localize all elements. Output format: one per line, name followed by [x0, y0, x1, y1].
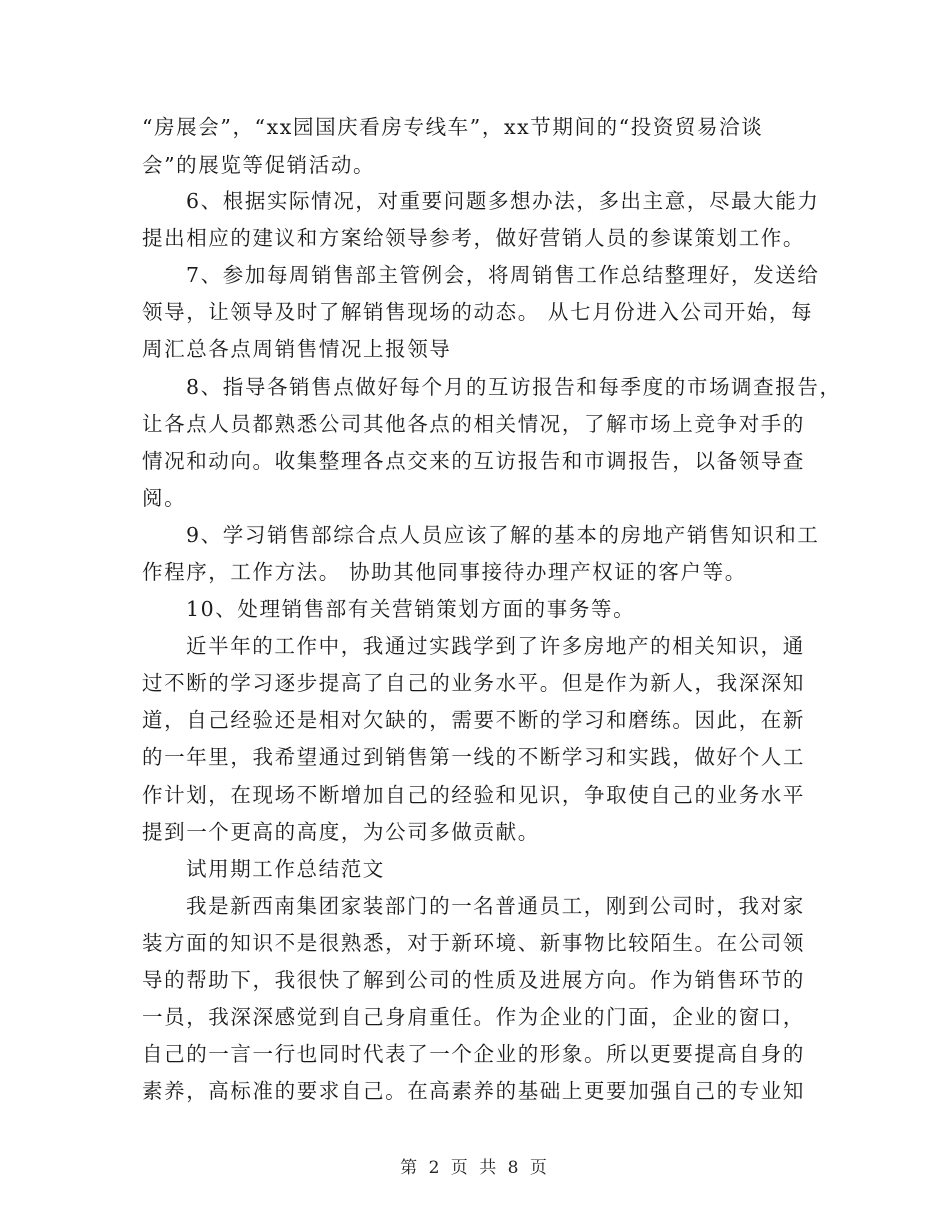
body-line: 装方面的知识不是很熟悉，对于新环境、新事物比较陌生。在公司领 [142, 931, 805, 955]
body-line: 道，自己经验还是相对欠缺的，需要不断的学习和磨练。因此，在新 [142, 708, 805, 732]
body-line: 10、处理销售部有关营销策划方面的事务等。 [186, 597, 636, 621]
body-line: 9、学习销售部综合点人员应该了解的基本的房地产销售知识和工 [186, 523, 820, 547]
body-line: 提到一个更高的高度，为公司多做贡献。 [142, 820, 540, 844]
body-line: 的一年里，我希望通过到销售第一线的不断学习和实践，做好个人工 [142, 745, 805, 769]
body-line: 自己的一言一行也同时代表了一个企业的形象。所以更要提高自身的 [142, 1042, 805, 1066]
body-line: 作程序，工作方法。 协助其他同事接待办理产权证的客户等。 [142, 560, 747, 584]
body-line: 提出相应的建议和方案给领导参考，做好营销人员的参谋策划工作。 [142, 226, 805, 250]
body-line: 情况和动向。收集整理各点交来的互访报告和市调报告，以备领导查 [142, 449, 805, 473]
body-line: 8、指导各销售点做好每个月的互访报告和每季度的市场调查报告， [186, 375, 842, 399]
body-line: 7、参加每周销售部主管例会，将周销售工作总结整理好，发送给 [186, 263, 820, 287]
body-line: 让各点人员都熟悉公司其他各点的相关情况，了解市场上竞争对手的 [142, 412, 805, 436]
body-line: 素养，高标准的要求自己。在高素养的基础上更要加强自己的专业知 [142, 1079, 805, 1103]
body-line: “房展会”，“xx园国庆看房专线车”，xx节期间的“投资贸易洽谈 [142, 115, 764, 139]
body-line: 过不断的学习逐步提高了自己的业务水平。但是作为新人，我深深知 [142, 671, 805, 695]
body-line: 近半年的工作中，我通过实践学到了许多房地产的相关知识，通 [186, 634, 805, 658]
body-line: 领导，让领导及时了解销售现场的动态。 从七月份进入公司开始，每 [142, 300, 814, 324]
body-line: 6、根据实际情况，对重要问题多想办法，多出主意，尽最大能力 [186, 189, 820, 213]
body-line: 导的帮助下，我很快了解到公司的性质及进展方向。作为销售环节的 [142, 968, 805, 992]
body-line: 一员，我深深感觉到自己身肩重任。作为企业的门面，企业的窗口， [142, 1005, 805, 1029]
page-number-footer: 第 2 页 共 8 页 [400, 1158, 550, 1178]
body-line: 我是新西南集团家装部门的一名普通员工，刚到公司时，我对家 [186, 894, 805, 918]
body-line: 会”的展览等促销活动。 [142, 153, 376, 177]
body-line: 阅。 [142, 486, 187, 510]
body-line: 作计划，在现场不断增加自己的经验和见识，争取使自己的业务水平 [142, 783, 805, 807]
section-heading: 试用期工作总结范文 [186, 857, 385, 881]
body-line: 周汇总各点周销售情况上报领导 [142, 337, 452, 361]
